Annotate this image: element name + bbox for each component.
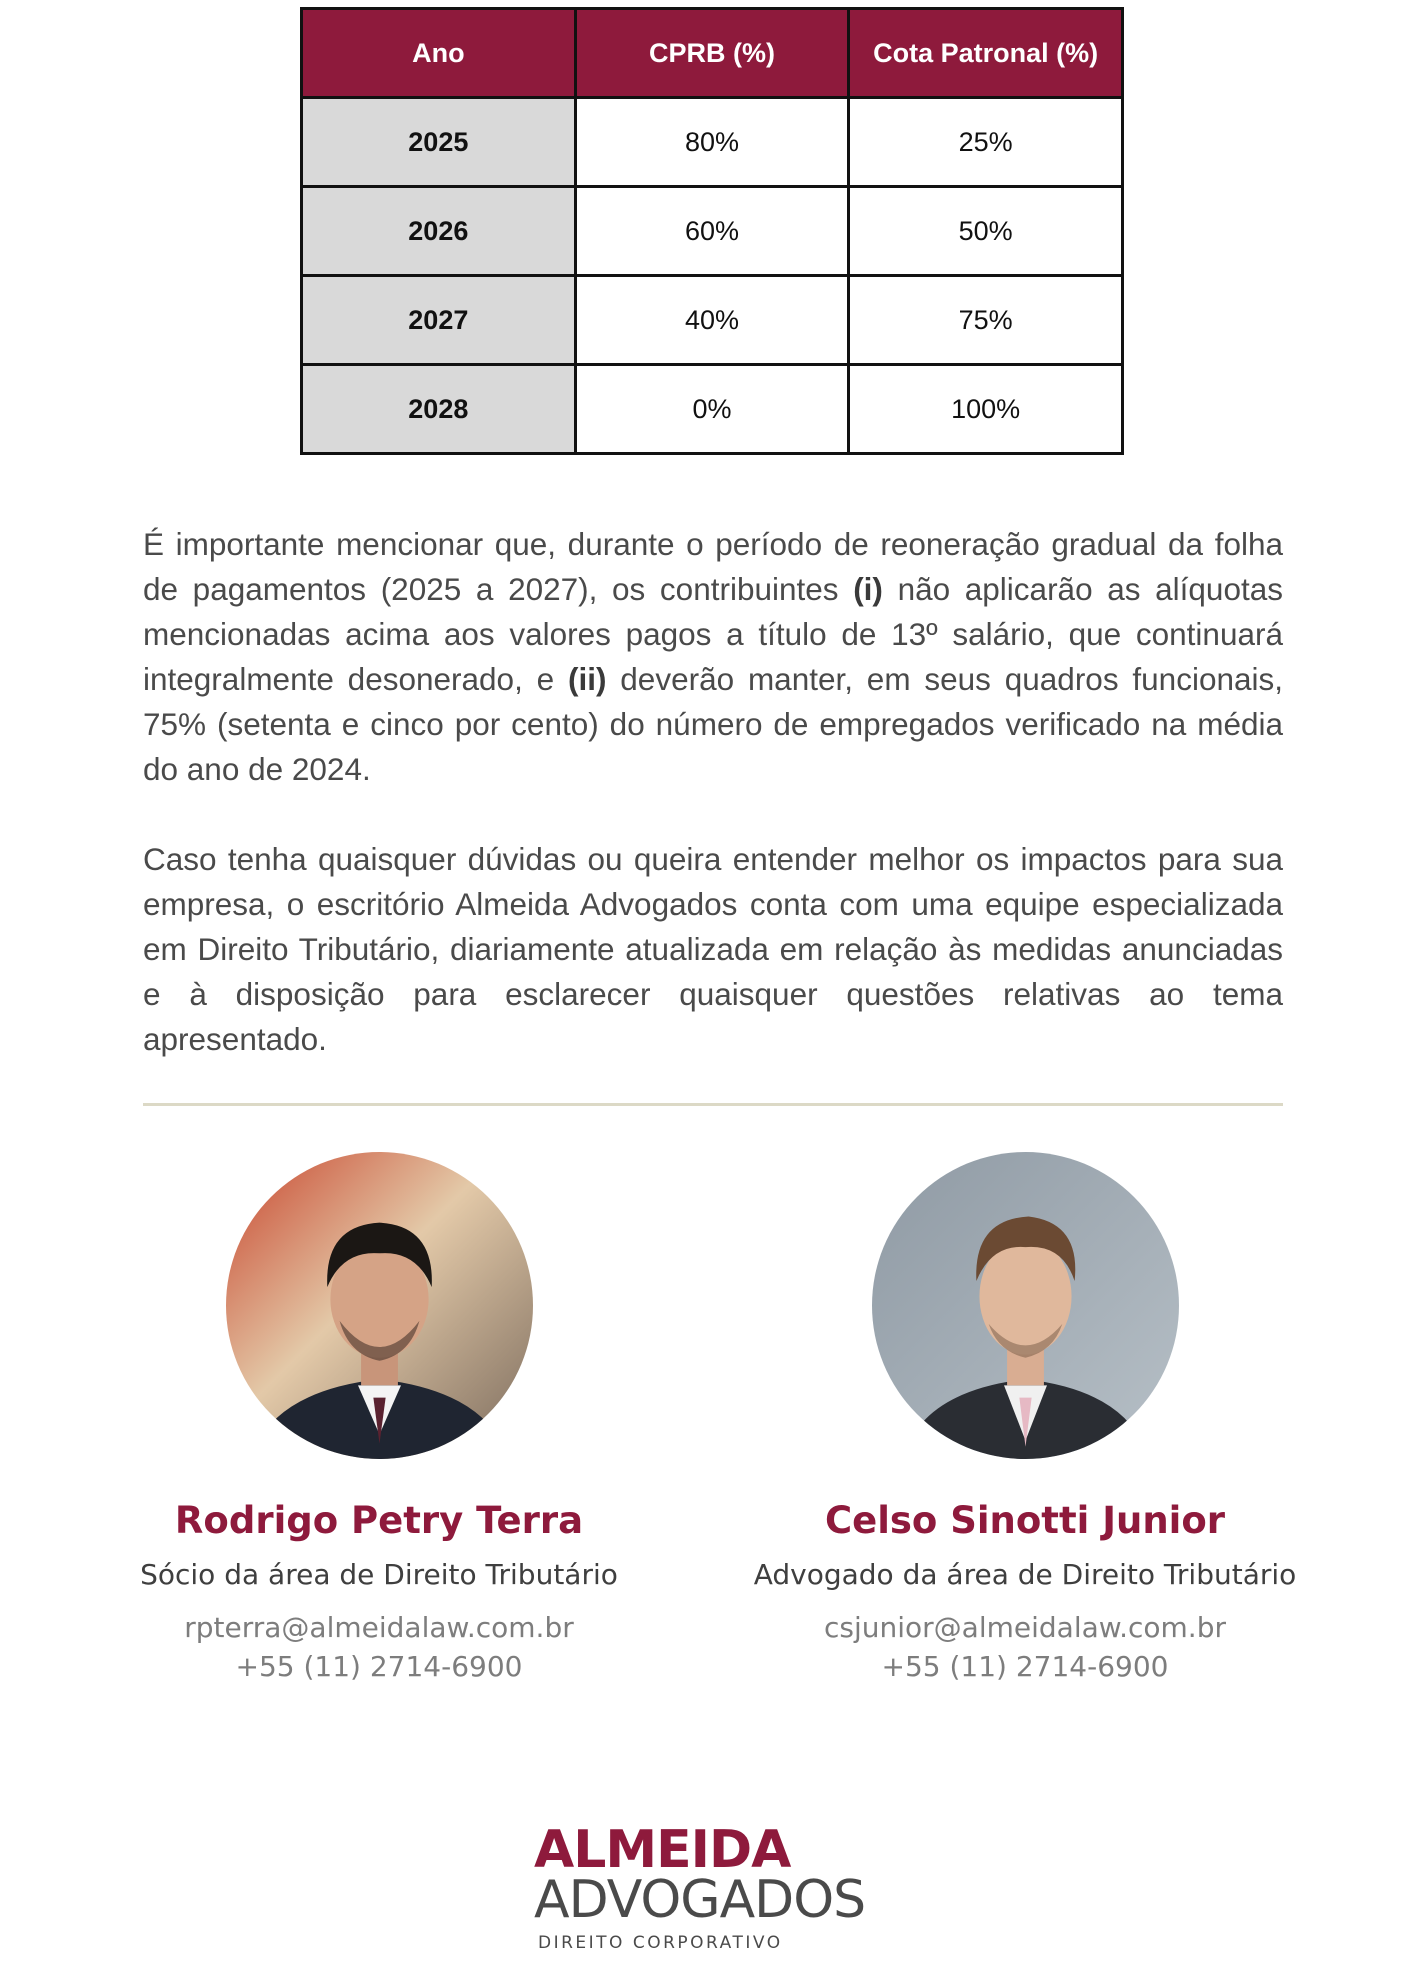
contact-role: Sócio da área de Direito Tributário (140, 1558, 618, 1591)
cprb-cell: 60% (575, 187, 849, 276)
header-cota-patronal: Cota Patronal (%) (849, 9, 1123, 98)
contact-email[interactable]: rpterra@almeidalaw.com.br (184, 1611, 574, 1644)
header-ano: Ano (302, 9, 576, 98)
portrait-photo-icon (872, 1152, 1179, 1459)
header-cprb: CPRB (%) (575, 9, 849, 98)
logo-line-advogados: ADVOGADOS (534, 1870, 866, 1930)
contact-phone[interactable]: +55 (11) 2714-6900 (235, 1650, 523, 1683)
table-row (302, 187, 1123, 276)
cota-cell: 25% (849, 98, 1123, 187)
contact-phone[interactable]: +55 (11) 2714-6900 (881, 1650, 1169, 1683)
contact-card-rodrigo (69, 1152, 689, 1683)
year-cell: 2027 (302, 276, 576, 365)
logo-tagline: DIREITO CORPORATIVO (538, 1933, 783, 1953)
rate-table (300, 7, 1124, 455)
contact-name: Rodrigo Petry Terra (174, 1499, 584, 1542)
year-cell: 2026 (302, 187, 576, 276)
paragraph-reoneracao (143, 522, 1283, 792)
paragraph-text: É importante mencionar que, durante o período de reoneração gradual da folha de pagamentos (2025 a 2027), os contribuintes (143, 526, 1283, 607)
item-marker-ii: (ii) (567, 661, 607, 697)
table-row (302, 98, 1123, 187)
section-divider (143, 1103, 1283, 1106)
cota-cell: 75% (849, 276, 1123, 365)
avatar (226, 1152, 533, 1459)
year-cell: 2028 (302, 365, 576, 454)
paragraph-contato: Caso tenha quaisquer dúvidas ou queira entender melhor os impactos para sua empresa, o escritório Almeida Advogados conta com uma equipe especializada em Direito Tributário, diariamente atualizada em relação às medidas anunciadas e à disposição para esclarecer quaisquer questões relativas ao tema apresentado. (143, 841, 1283, 1057)
cota-cell: 50% (849, 187, 1123, 276)
paragraph-text: não aplicarão as alíquotas mencionadas acima aos valores pagos a título de 13º salário, que continuará integralmente desonerado, e (143, 571, 1283, 697)
cprb-cell: 40% (575, 276, 849, 365)
cota-cell: 100% (849, 365, 1123, 454)
logo-line-almeida: ALMEIDA (534, 1820, 791, 1880)
cprb-cell: 80% (575, 98, 849, 187)
table-row (302, 276, 1123, 365)
year-cell: 2025 (302, 98, 576, 187)
contact-role: Advogado da área de Direito Tributário (753, 1558, 1297, 1591)
table-header-row (302, 9, 1123, 98)
company-logo (534, 1820, 894, 1953)
table-row (302, 365, 1123, 454)
item-marker-i: (i) (853, 571, 883, 607)
contact-card-celso (715, 1152, 1335, 1683)
paragraph-text: deverão manter, em seus quadros funcionais, 75% (setenta e cinco por cento) do número de empregados verificado na média do ano de 2024. (143, 661, 1283, 787)
contact-name: Celso Sinotti Junior (824, 1499, 1226, 1542)
contact-email[interactable]: csjunior@almeidalaw.com.br (824, 1611, 1226, 1644)
portrait-photo-icon (226, 1152, 533, 1459)
cprb-cell: 0% (575, 365, 849, 454)
avatar (872, 1152, 1179, 1459)
